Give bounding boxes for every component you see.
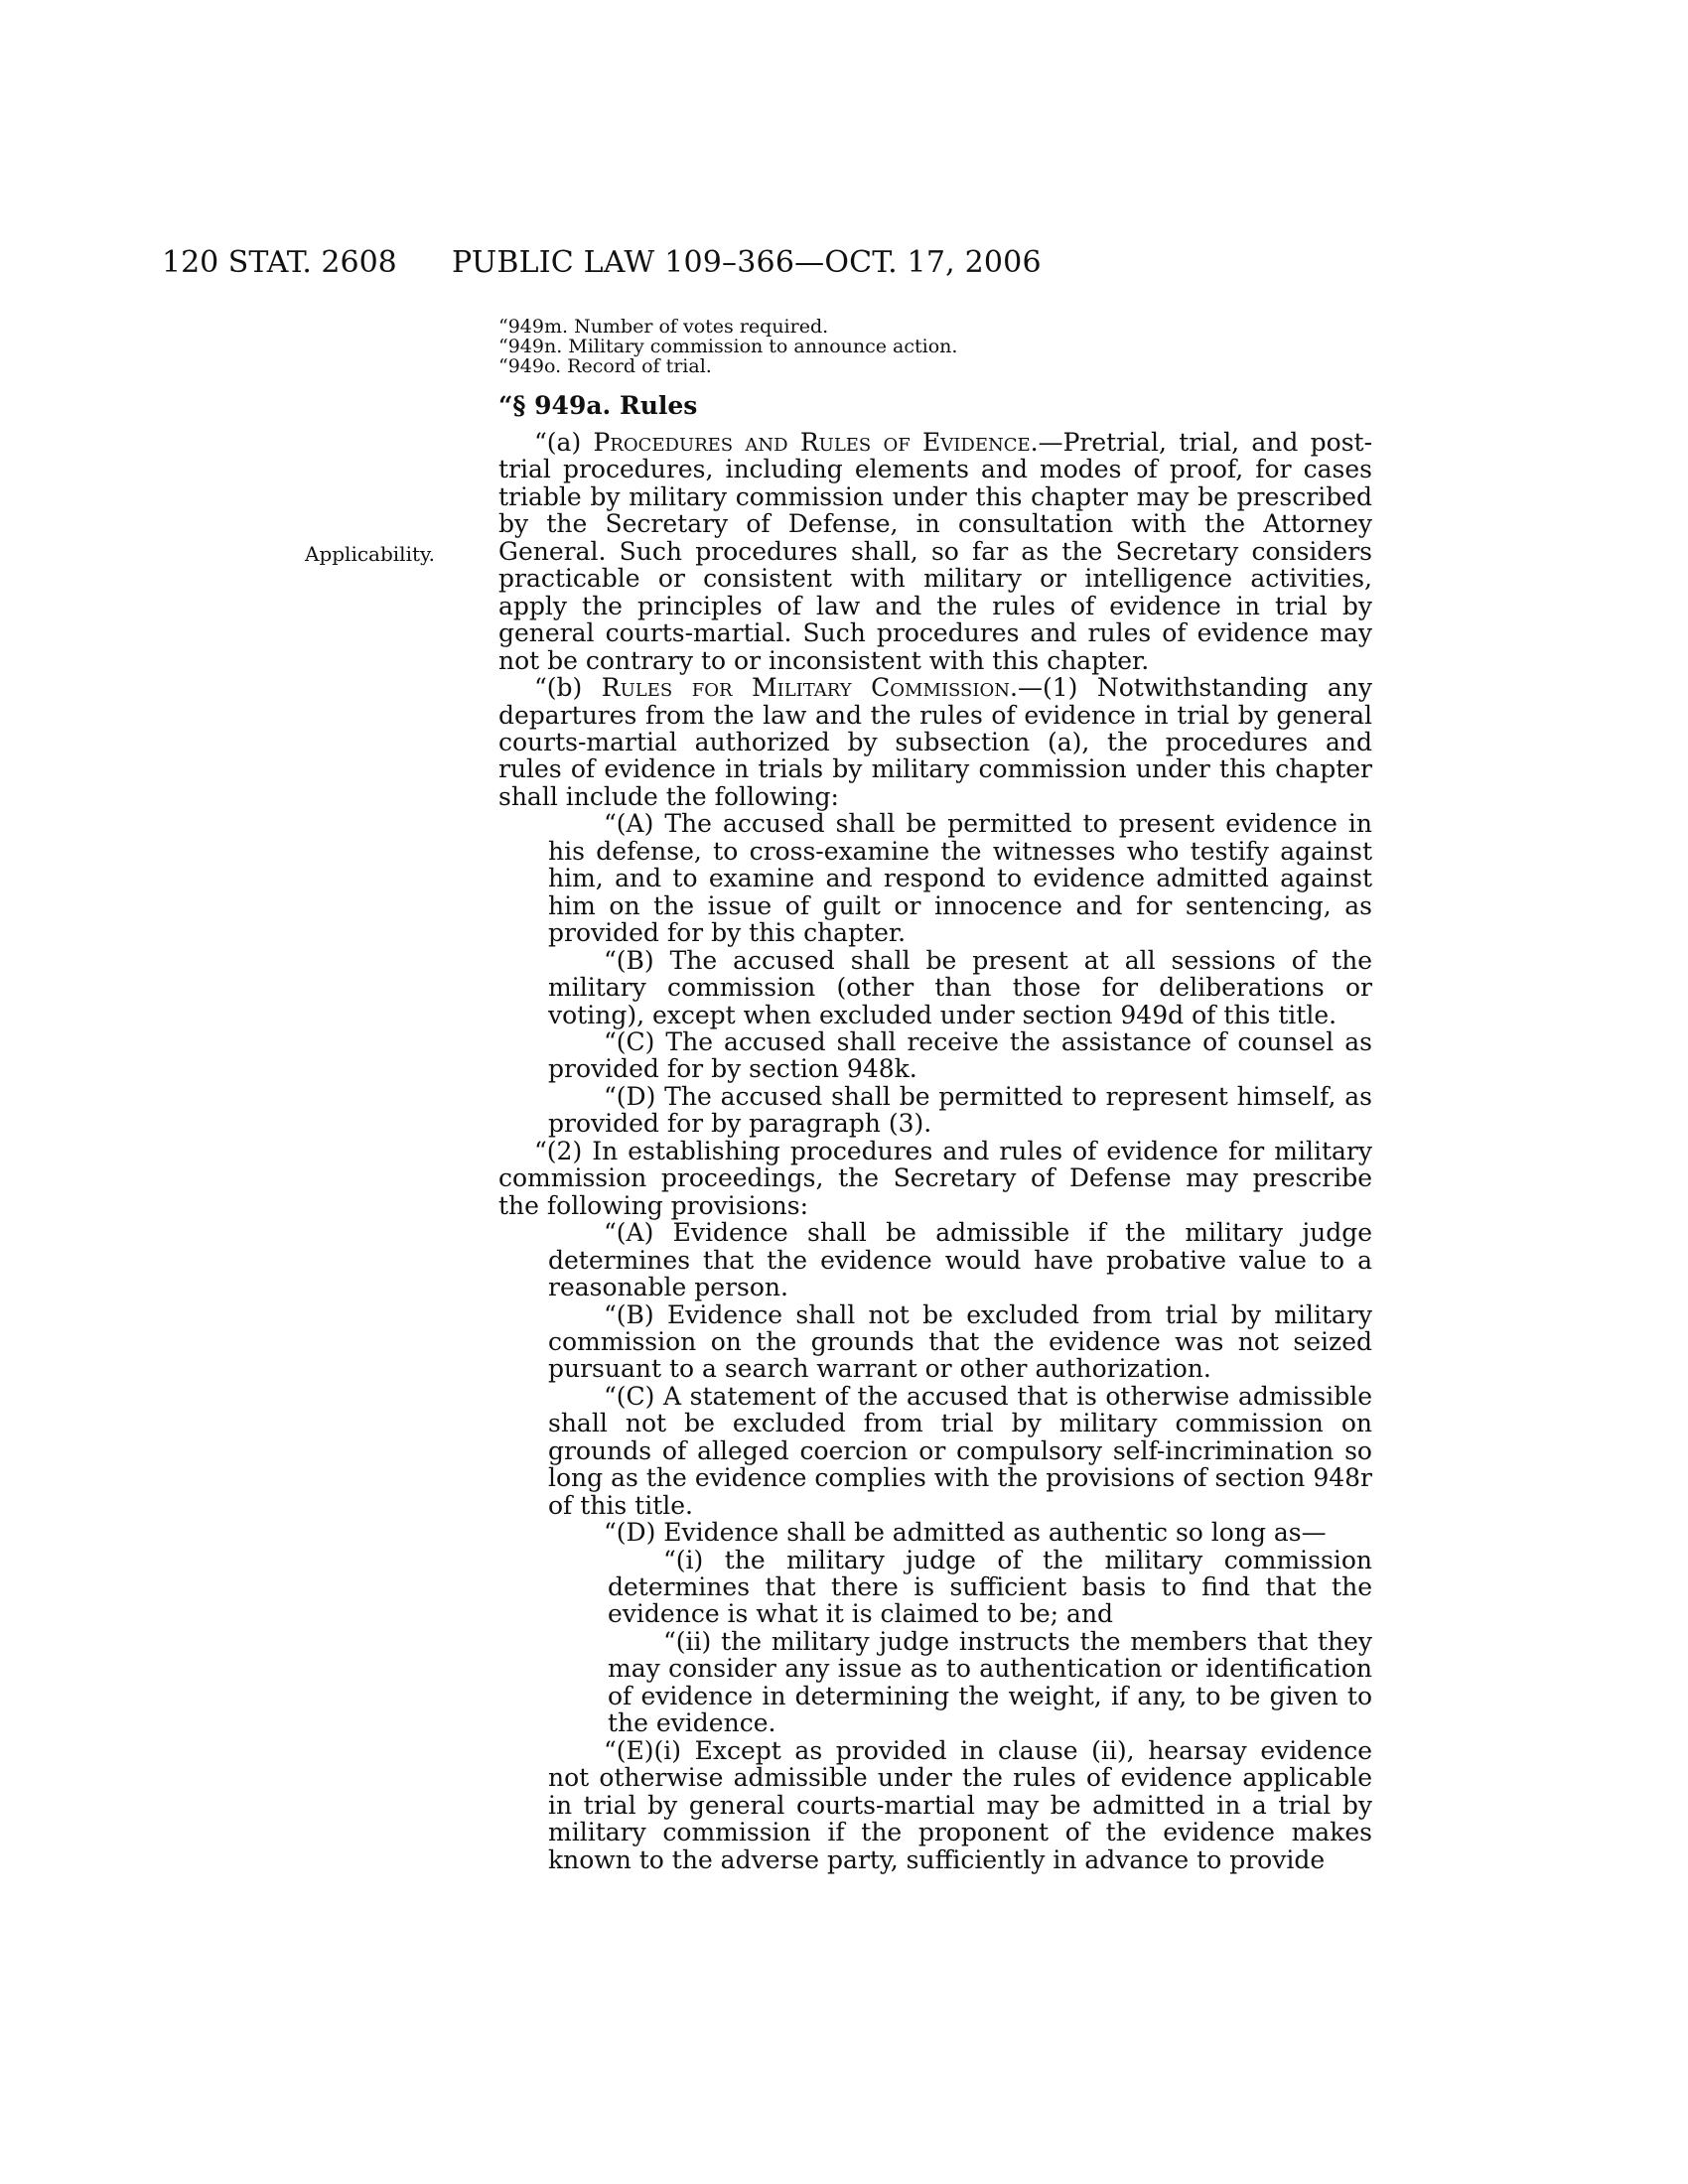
paragraph-a: “(a) Procedures and Rules of Evidence.—Pretrial, trial, and post-trial procedures, including elements and modes of proof, for cases triable by military commission under this chapter may be prescribed by the Secretary of Defense, in consultation with the Attorney General. Such procedures shall, so far as the Secretary considers practicable or consistent with military or intelligence activities, apply the principles of law and the rules of evidence in trial by general courts-martial. Such procedures and rules of evidence may not be contrary to or inconsistent with this chapter.	[498, 428, 1373, 675]
subparagraph-b2d: “(D) Evidence shall be admitted as authentic so long as—	[604, 1518, 1327, 1548]
clause-b2d-ii: “(ii) the military judge instructs the members that they may consider any issue as to authentication or identification of evidence in determining the weight, if any, to be given to the evidence.	[608, 1626, 1372, 1738]
section-list	[498, 317, 1194, 376]
subparagraph-b2c: “(C) A statement of the accused that is otherwise admissible shall not be excluded from trial by military commission on grounds of alleged coercion or compulsory self-incrimination so long as the evidence complies with the provisions of section 948r of this title.	[548, 1381, 1372, 1520]
subparagraph-b1d: “(D) The accused shall be permitted to represent himself, as provided for by paragraph (3).	[548, 1081, 1372, 1139]
paragraph-heading: Rules for Military Commission	[601, 673, 1010, 703]
paragraph-b2: “(2) In establishing procedures and rules of evidence for military commission proceedings, the Secretary of Defense may prescribe the following provisions:	[498, 1136, 1372, 1220]
margin-note: Applicability.	[305, 542, 435, 566]
clause-b2d-i: “(i) the military judge of the military commission determines that there is sufficient basis to find that the evidence is what it is claimed to be; and	[608, 1545, 1372, 1629]
public-law-citation: PUBLIC LAW 109–366—OCT. 17, 2006	[452, 245, 1042, 280]
section-title: “§ 949a. Rules	[498, 391, 698, 420]
subparagraph-b1c: “(C) The accused shall receive the assistance of counsel as provided for by section 948k.	[548, 1026, 1372, 1084]
section-body	[498, 429, 1372, 1873]
paragraph-heading: Procedures and Rules of Evidence	[593, 428, 1031, 457]
statute-page-number: 120 STAT. 2608	[162, 245, 397, 280]
subparagraph-b2a: “(A) Evidence shall be admissible if the military judge determines that the evidence would have probative value to a reasonable person.	[548, 1218, 1372, 1302]
subparagraph-b1a: “(A) The accused shall be permitted to present evidence in his defense, to cross-examine the witnesses who testify against him, and to examine and respond to evidence admitted against him on the issue of guilt or innocence and for sentencing, as provided for by this chapter.	[548, 809, 1372, 948]
subparagraph-b2b: “(B) Evidence shall not be excluded from trial by military commission on the grounds that the evidence was not seized pursuant to a search warrant or other authorization.	[548, 1299, 1372, 1384]
section-list-item: “949n. Military commission to announce action.	[498, 336, 958, 357]
subparagraph-b2e: “(E)(i) Except as provided in clause (ii), hearsay evidence not otherwise admissible under the rules of evidence applicable in trial by general courts-martial may be admitted in a trial by military commission if the proponent of the evidence makes known to the adverse party, sufficiently in advance to provide	[548, 1735, 1372, 1874]
section-list-item: “949o. Record of trial.	[498, 355, 712, 377]
subparagraph-b1b: “(B) The accused shall be present at all sessions of the military commission (other than those for deliberations or voting), except when excluded under section 949d of this title.	[548, 945, 1372, 1029]
running-header	[162, 245, 1214, 285]
section-list-item: “949m. Number of votes required.	[498, 316, 829, 338]
paragraph-b: “(b) Rules for Military Commission.—(1) Notwithstanding any departures from the law and the rules of evidence in trial by general courts-martial authorized by subsection (a), the procedures and rules of evidence in trials by military commission under this chapter shall include the following:	[498, 673, 1372, 811]
